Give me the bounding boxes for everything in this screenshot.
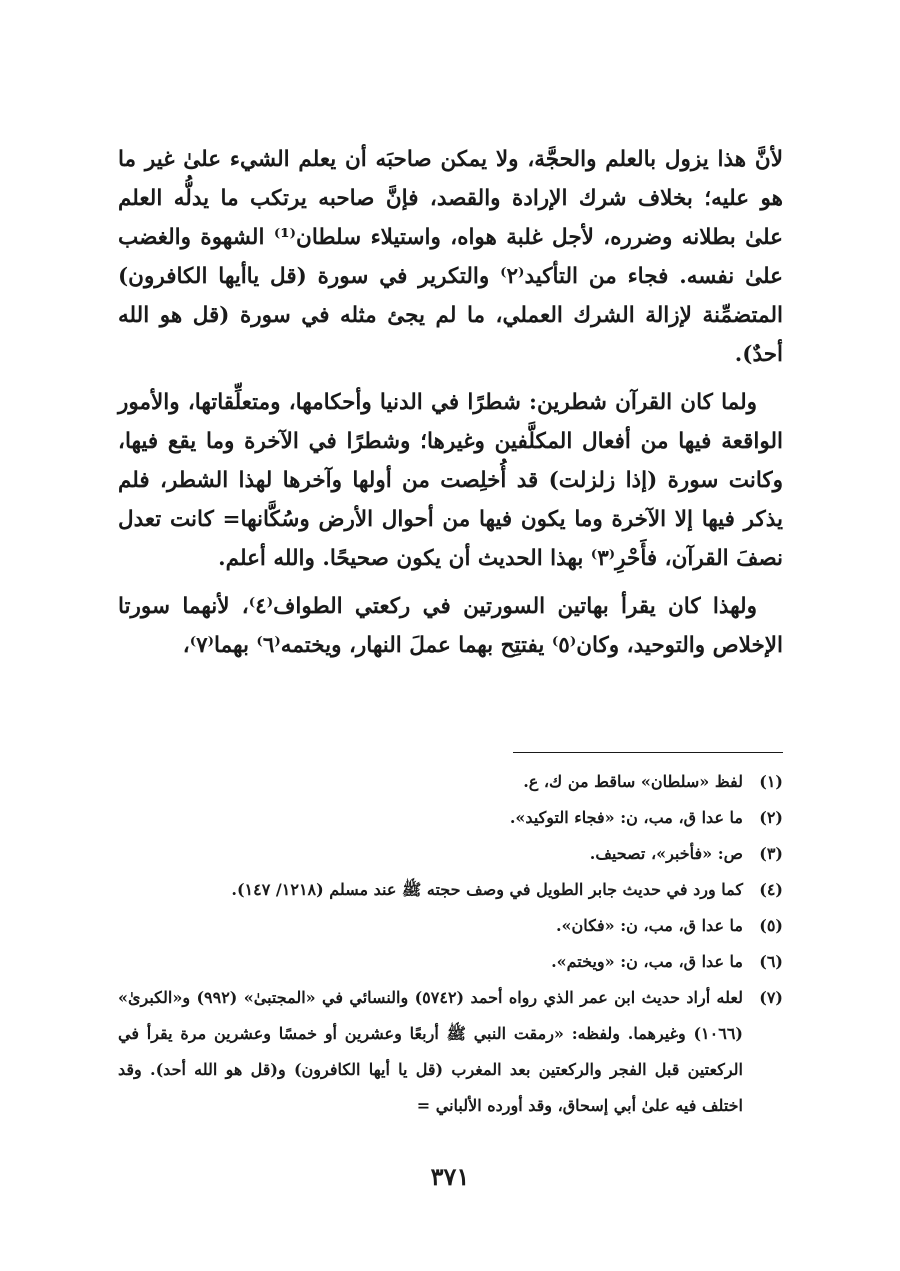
footnote-text: ص: «فأخبر»، تصحيف. [589,844,743,863]
footnote-text: ما عدا ق، مب، ن: «ويختم». [551,952,743,971]
footnote-divider [513,752,783,753]
footnote-number: (٦) [759,952,783,971]
footnote-text: لعله أراد حديث ابن عمر الذي رواه أحمد (٥٧٤٢) والنسائي في «المجتبىٰ» (٩٩٢) و«الكبرىٰ» (١٠٦٦) وغيرهما. ولفظه: «رمقت النبي ﷺ أربعًا وعشرين أو خمسًا وعشرين مرة يقرأ في الركعتين قبل الفجر والركعتين بعد المغرب (قل يا أيها الكافرون) و(قل هو الله أحد). وقد اختلف فيه علىٰ أبي إسحاق، وقد أورده الألباني = [118,988,744,1115]
paragraph-3: ولهذا كان يقرأ بهاتين السورتين في ركعتي الطواف⁽٤⁾، لأنهما سورتا الإخلاص والتوحيد، وكان⁽٥⁾ يفتتِح بهما عملَ النهار، ويختمه⁽٦⁾ بهما⁽٧⁾، [118,594,783,658]
footnote-number: (٤) [759,880,783,899]
footnote-number: (٥) [759,916,783,935]
footnote-text: كما ورد في حديث جابر الطويل في وصف حجته ﷺ عند مسلم (١٢١٨/ ١٤٧). [231,880,743,899]
footnote-5 [118,908,783,944]
footnote-4 [118,872,783,908]
footnotes [118,764,783,1124]
paragraph-1: لأنَّ هذا يزول بالعلم والحجَّة، ولا يمكن صاحبَه أن يعلم الشيء علىٰ غير ما هو عليه؛ بخلاف شرك الإرادة والقصد، فإنَّ صاحبه يرتكب ما يدلُّه العلم علىٰ بطلانه وضرره، لأجل غلبة هواه، واستيلاء سلطان⁽¹⁾ الشهوة والغضب علىٰ نفسه. فجاء من التأكيد⁽٢⁾ والتكرير في سورة (قل ياأيها الكافرون) المتضمِّنة لإزالة الشرك العملي، ما لم يجئ مثله في سورة (قل هو الله أحدٌ). [118,147,783,367]
main-text [118,140,783,674]
footnote-text: ما عدا ق، مب، ن: «فكان». [555,916,743,935]
footnote-number: (٧) [759,988,783,1007]
footnote-2 [118,800,783,836]
footnote-6 [118,944,783,980]
footnote-number: (٢) [759,808,783,827]
paragraph-2: ولما كان القرآن شطرين: شطرًا في الدنيا وأحكامها، ومتعلِّقاتها، والأمور الواقعة فيها من أفعال المكلَّفين وغيرها؛ وشطرًا في الآخرة وما يقع فيها، وكانت سورة (إذا زلزلت) قد أُخلِصت من أولها وآخرها لهذا الشطر، فلم يذكر فيها إلا الآخرة وما يكون فيها من أحوال الأرض وسُكَّانها= كانت تعدل نصفَ القرآن، فأَحْرِ⁽٣⁾ بهذا الحديث أن يكون صحيحًا. والله أعلم. [118,390,783,571]
footnote-7 [118,980,783,1124]
footnote-number: (١) [759,772,783,791]
footnote-1 [118,764,783,800]
footnote-text: ما عدا ق، مب، ن: «فجاء التوكيد». [509,808,743,827]
footnote-text: لفظ «سلطان» ساقط من ك، ع. [523,772,743,791]
footnote-3 [118,836,783,872]
page-number: ٣٧١ [430,1162,470,1191]
footnote-number: (٣) [759,844,783,863]
